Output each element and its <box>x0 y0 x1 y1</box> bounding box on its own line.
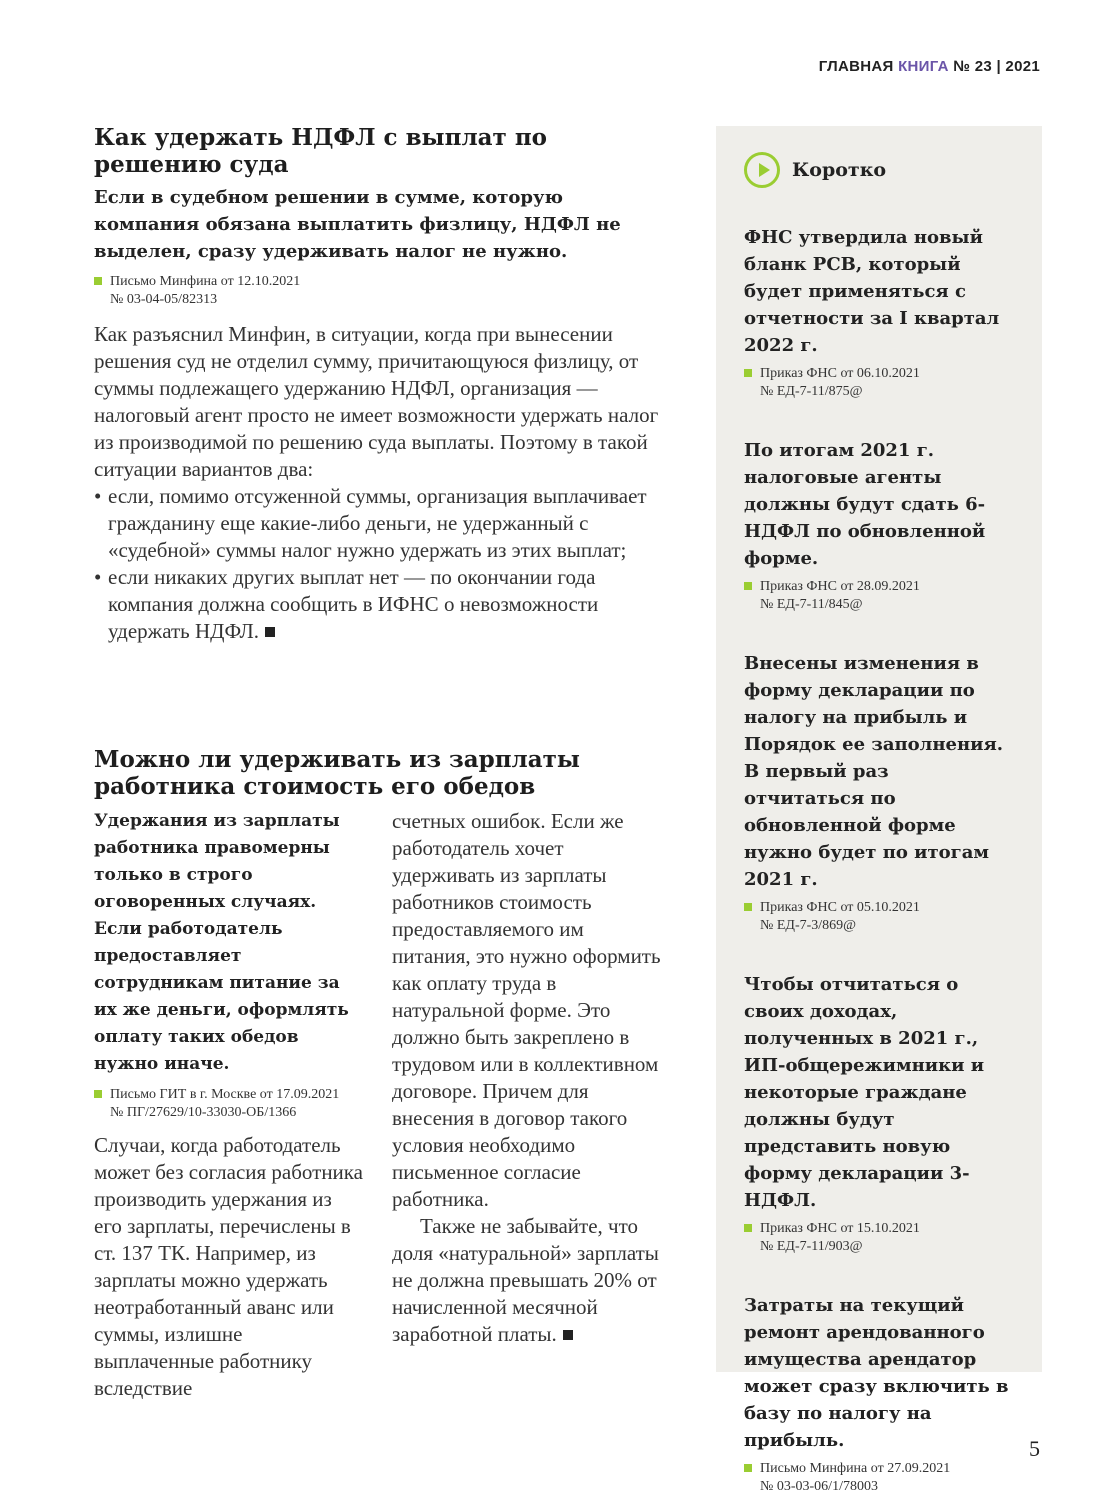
news-item <box>744 650 1014 935</box>
source-line-2: № ЕД-7-11/845@ <box>760 597 863 612</box>
source-line-2: № ПГ/27629/10-33030-ОБ/1366 <box>110 1105 297 1120</box>
sidebar-briefly <box>716 126 1042 1494</box>
article-lunch-deduction <box>94 746 664 1402</box>
green-square-icon <box>744 369 752 377</box>
source-line-1: Письмо ГИТ в г. Москве от 17.09.2021 <box>110 1087 340 1102</box>
source-line-1: Приказ ФНС от 05.10.2021 <box>760 900 920 915</box>
source-reference <box>744 578 1014 614</box>
bullet-text: если никаких других выплат нет — по окончании года компания должна сообщить в ИФНС о невозможности удержать НДФЛ. <box>108 565 599 643</box>
source-reference <box>744 365 1014 401</box>
source-line-1: Письмо Минфина от 27.09.2021 <box>760 1461 951 1476</box>
green-square-icon <box>744 1224 752 1232</box>
green-square-icon <box>94 277 102 285</box>
column-right <box>392 808 662 1402</box>
green-square-icon <box>744 903 752 911</box>
article-body-final <box>392 1213 662 1348</box>
news-text: По итогам 2021 г. налоговые агенты должны будут сдать 6-НДФЛ по обновленной форме. <box>744 440 986 569</box>
bullet-item <box>94 564 664 645</box>
source-line-2: № 03-04-05/82313 <box>110 292 218 307</box>
article-body: Случаи, когда работодатель может без согласия работника производить удержания из его зарплаты, перечислены в ст. 137 ТК. Например, из зарплаты можно удержать неотработанный аванс или суммы, излишне выплаченные работнику вследствие <box>94 1133 364 1400</box>
header-accent: КНИГА <box>898 58 949 75</box>
sidebar-title: Коротко <box>792 159 887 181</box>
sidebar-header <box>744 152 1014 188</box>
header-issue: № 23 | 2021 <box>953 58 1040 75</box>
news-item <box>744 224 1014 401</box>
play-icon <box>744 152 780 188</box>
news-text: ФНС утвердила новый бланк РСВ, который будет применяться с отчетности за I квартал 2022 г. <box>744 227 1000 356</box>
article-ndfl-court <box>94 124 664 645</box>
source-line-2: № ЕД-7-11/875@ <box>760 384 863 399</box>
source-line-2: № ЕД-7-3/869@ <box>760 918 857 933</box>
bullet-item <box>94 483 664 564</box>
end-mark-icon <box>563 1330 573 1340</box>
news-item <box>744 971 1014 1256</box>
green-square-icon <box>744 582 752 590</box>
end-mark-icon <box>265 627 275 637</box>
news-text: Затраты на текущий ремонт арендованного имущества арендатор может сразу включить в базу по налогу на прибыль. <box>744 1295 1009 1451</box>
green-square-icon <box>94 1090 102 1098</box>
green-square-icon <box>744 1464 752 1472</box>
article-title: Как удержать НДФЛ с выплат по решению суда <box>94 124 547 178</box>
two-column-layout <box>94 808 664 1402</box>
source-line-1: Приказ ФНС от 15.10.2021 <box>760 1221 920 1236</box>
source-line-1: Приказ ФНС от 06.10.2021 <box>760 366 920 381</box>
news-item <box>744 1292 1014 1496</box>
source-line-1: Приказ ФНС от 28.09.2021 <box>760 579 920 594</box>
news-text: Чтобы отчитаться о своих доходах, полученных в 2021 г., ИП-общережимники и некоторые граждане должны будут представить новую форму декларации 3-НДФЛ. <box>744 974 985 1211</box>
article-body-continued: счетных ошибок. Если же работодатель хочет удерживать из зарплаты работников стоимость предоставляемого им питания, это нужно оформить как оплату труда в натуральной форме. Это должно быть закреплено в трудовом или в коллективном договоре. Причем для внесения в договор такого условия необходимо письменное согласие работника. <box>392 809 661 1211</box>
source-reference <box>94 273 664 309</box>
article-lead: Удержания из зарплаты работника правомерны только в строго оговоренных случаях. Если работодатель предоставляет сотрудникам питание за их же деньги, оформлять оплату таких обедов нужно иначе. <box>94 811 349 1074</box>
source-reference <box>744 899 1014 935</box>
article-title: Можно ли удерживать из зарплаты работника стоимость его обедов <box>94 746 580 800</box>
bullet-list <box>94 483 664 645</box>
page-number: 5 <box>1029 1436 1040 1461</box>
news-text: Внесены изменения в форму декларации по налогу на прибыль и Порядок ее заполнения. В первый раз отчитаться по обновленной форме нужно будет по итогам 2021 г. <box>744 653 1004 890</box>
news-item <box>744 437 1014 614</box>
source-reference <box>744 1220 1014 1256</box>
final-paragraph-text: Также не забывайте, что доля «натуральной» зарплаты не должна превышать 20% от начисленной месячной заработной платы. <box>392 1214 659 1346</box>
source-line-2: № ЕД-7-11/903@ <box>760 1239 863 1254</box>
source-line-1: Письмо Минфина от 12.10.2021 <box>110 274 301 289</box>
source-reference <box>744 1460 1014 1496</box>
source-line-2: № 03-03-06/1/78003 <box>760 1479 878 1494</box>
article-lead: Если в судебном решении в сумме, которую компания обязана выплатить физлицу, НДФЛ не выделен, сразу удерживать налог не нужно. <box>94 187 621 262</box>
magazine-header <box>819 58 1040 75</box>
column-left <box>94 808 364 1402</box>
header-prefix: ГЛАВНАЯ <box>818 58 894 75</box>
bullet-text: если, помимо отсуженной суммы, организация выплачивает гражданину еще какие-либо деньги, не удержанный с «судебной» суммы налог нужно удержать из этих выплат; <box>108 484 647 562</box>
source-reference <box>94 1086 364 1122</box>
article-body: Как разъяснил Минфин, в ситуации, когда при вынесении решения суд не отделил сумму, причитающуюся физлицу, от суммы подлежащего удержанию НДФЛ, организация — налоговый агент просто не имеет возможности удержать налог из производимой по решению суда выплаты. Поэтому в такой ситуации вариантов два: <box>94 322 659 481</box>
